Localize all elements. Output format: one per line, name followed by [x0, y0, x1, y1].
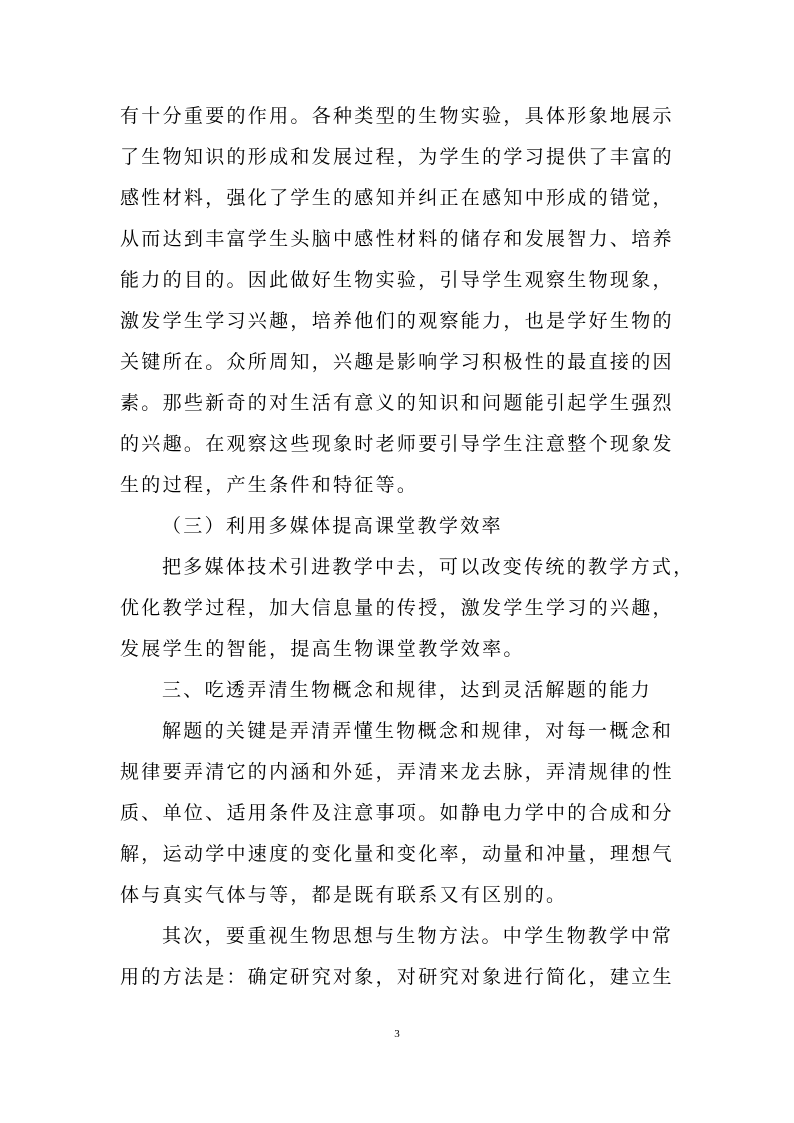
- text-line: 的兴趣。在观察这些现象时老师要引导学生注意整个现象发: [120, 433, 674, 455]
- text-line: 能力的目的。因此做好生物实验，引导学生观察生物现象，: [120, 269, 674, 291]
- text-line: 发展学生的智能，提高生物课堂教学效率。: [120, 638, 525, 660]
- page-number: 3: [394, 1028, 400, 1040]
- section-heading: 三、吃透弄清生物概念和规律，达到灵活解题的能力: [162, 679, 652, 701]
- text-line: 从而达到丰富学生头脑中感性材料的储存和发展智力、培养: [120, 228, 674, 250]
- text-line: 用的方法是：确定研究对象，对研究对象进行简化，建立生: [120, 966, 674, 988]
- text-line: 把多媒体技术引进教学中去，可以改变传统的教学方式，: [162, 556, 695, 578]
- text-line: 了生物知识的形成和发展过程，为学生的学习提供了丰富的: [120, 146, 674, 168]
- text-line: 质、单位、适用条件及注意事项。如静电力学中的合成和分: [120, 802, 674, 824]
- text-line: 有十分重要的作用。各种类型的生物实验，具体形象地展示: [120, 105, 674, 127]
- text-line: 解，运动学中速度的变化量和变化率，动量和冲量，理想气: [120, 843, 674, 865]
- text-line: 解题的关键是弄清弄懂生物概念和规律，对每一概念和: [162, 720, 674, 742]
- text-line: 体与真实气体与等，都是既有联系又有区别的。: [120, 884, 568, 906]
- text-line: 素。那些新奇的对生活有意义的知识和问题能引起学生强烈: [120, 392, 674, 414]
- text-line: 激发学生学习兴趣，培养他们的观察能力，也是学好生物的: [120, 310, 674, 332]
- text-line: 规律要弄清它的内涵和外延，弄清来龙去脉，弄清规律的性: [120, 761, 674, 783]
- text-line: 关键所在。众所周知，兴趣是影响学习积极性的最直接的因: [120, 351, 674, 373]
- text-line: 优化教学过程，加大信息量的传授，激发学生学习的兴趣，: [120, 597, 674, 619]
- section-heading: （三）利用多媒体提高课堂教学效率: [162, 515, 503, 537]
- text-line: 其次，要重视生物思想与生物方法。中学生物教学中常: [162, 925, 674, 947]
- text-line: 感性材料，强化了学生的感知并纠正在感知中形成的错觉，: [120, 187, 674, 209]
- text-line: 生的过程，产生条件和特征等。: [120, 474, 419, 496]
